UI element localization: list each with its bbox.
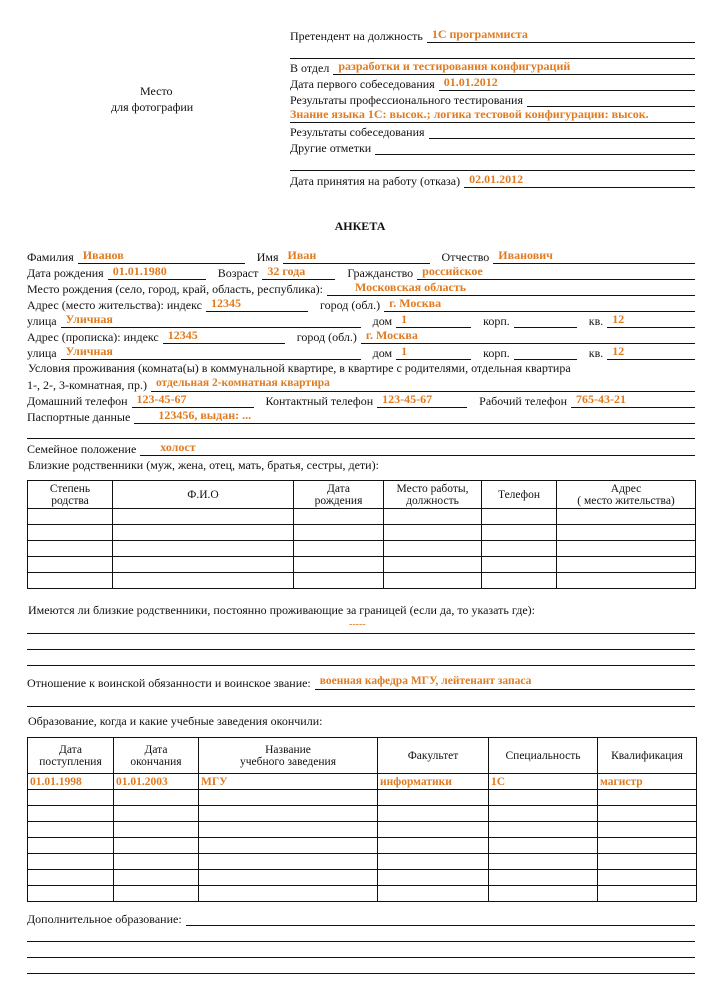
position-row: [290, 27, 695, 43]
table-cell[interactable]: [598, 806, 697, 822]
column-header-text: Специальность: [505, 749, 581, 762]
column-header-text: поступления: [39, 755, 102, 768]
column-header-text: Название: [265, 743, 311, 756]
table-cell[interactable]: [378, 870, 489, 886]
table-cell[interactable]: [114, 886, 199, 902]
table-cell[interactable]: [482, 541, 557, 557]
prof-test-row: [290, 91, 695, 107]
table-cell[interactable]: [113, 525, 294, 541]
additional-education-line[interactable]: [27, 941, 695, 942]
other-notes-row: [290, 139, 695, 155]
table-cell[interactable]: [489, 886, 598, 902]
table-cell[interactable]: [489, 822, 598, 838]
column-header-text: Факультет: [407, 749, 459, 762]
birth-date-label: Дата рождения: [27, 266, 104, 280]
addr-live-row: [27, 296, 695, 312]
table-cell[interactable]: [598, 870, 697, 886]
table-cell[interactable]: [482, 509, 557, 525]
table-cell[interactable]: [113, 541, 294, 557]
dept-row: [290, 59, 695, 75]
work-phone-label: Рабочий телефон: [479, 394, 568, 408]
korp-label: корп.: [483, 346, 510, 360]
column-header-text: Дата: [59, 743, 82, 756]
city-label: город (обл.): [319, 298, 381, 312]
table-cell[interactable]: [114, 806, 199, 822]
table-cell[interactable]: [598, 854, 697, 870]
column-header: [557, 481, 696, 509]
table-row: [28, 806, 697, 822]
table-cell[interactable]: [114, 870, 199, 886]
abroad-label: Имеются ли близкие родственники, постоянно проживающие за границей (если да, то указать где):: [28, 603, 535, 617]
patronymic-label: Отчество: [441, 250, 490, 264]
column-header-text: Адрес: [610, 482, 642, 495]
birthplace-label: Место рождения (село, город, край, область, республика):: [27, 282, 323, 296]
interview-results-row: [290, 123, 695, 139]
table-cell[interactable]: [28, 886, 114, 902]
column-header: [114, 738, 199, 774]
street-label: улица: [27, 346, 57, 360]
korp-label: корп.: [483, 314, 510, 328]
table-cell[interactable]: [28, 509, 113, 525]
addr-live-city[interactable]: г. Москва: [384, 296, 695, 312]
table-row: [28, 525, 696, 541]
abroad-value[interactable]: -----: [349, 619, 366, 630]
addr-reg-street-row: [27, 344, 695, 360]
table-cell[interactable]: МГУ: [199, 774, 378, 790]
education-table: [27, 737, 697, 902]
position-label: Претендент на должность: [290, 29, 423, 43]
house-label: дом: [372, 346, 393, 360]
marital-label: Семейное положение: [27, 442, 137, 456]
education-label: Образование, когда и какие учебные заведения окончили:: [28, 714, 323, 728]
living-row: [27, 376, 695, 392]
first-interview-row: [290, 75, 695, 91]
table-row: [28, 822, 697, 838]
photo-label-1: Место: [140, 84, 173, 98]
first-interview-label: Дата первого собеседования: [290, 77, 435, 91]
column-header-text: рождения: [314, 494, 363, 507]
table-cell[interactable]: магистр: [598, 774, 697, 790]
table-cell[interactable]: [199, 838, 378, 854]
additional-education-line[interactable]: [27, 957, 695, 958]
blank-line: [290, 170, 695, 171]
additional-education-label: Дополнительное образование:: [27, 912, 182, 926]
column-header-text: Ф.И.О: [187, 488, 219, 501]
table-cell[interactable]: [384, 541, 482, 557]
column-header-text: Дата: [327, 482, 350, 495]
table-cell[interactable]: [489, 870, 598, 886]
passport-row: [27, 408, 695, 424]
other-notes-line[interactable]: [375, 139, 695, 155]
addr-reg-row: [27, 328, 695, 344]
table-cell[interactable]: [557, 509, 696, 525]
table-cell[interactable]: [384, 557, 482, 573]
table-cell[interactable]: [557, 573, 696, 589]
table-cell[interactable]: [598, 790, 697, 806]
marital-value[interactable]: холост: [140, 440, 695, 456]
table-cell[interactable]: [199, 854, 378, 870]
table-cell[interactable]: 01.01.2003: [114, 774, 199, 790]
column-header: [199, 738, 378, 774]
table-row: [28, 854, 697, 870]
table-row: [28, 790, 697, 806]
kv-label: кв.: [588, 314, 604, 328]
column-header: [28, 481, 113, 509]
work-phone-value[interactable]: 765-43-21: [571, 392, 695, 408]
table-cell[interactable]: [482, 525, 557, 541]
home-phone-label: Домашний телефон: [27, 394, 128, 408]
page-title: АНКЕТА: [334, 219, 386, 233]
living-label-2: 1-, 2-, 3-комнатная, пр.): [27, 378, 147, 392]
house-label: дом: [372, 314, 393, 328]
interview-results-label: Результаты собеседования: [290, 125, 425, 139]
table-row: [28, 509, 696, 525]
table-row: [28, 886, 697, 902]
table-cell[interactable]: [384, 573, 482, 589]
table-cell[interactable]: [28, 838, 114, 854]
column-header-text: ( место жительства): [577, 494, 675, 507]
table-row: [28, 870, 697, 886]
column-header: [489, 738, 598, 774]
addr-live-house[interactable]: 1: [396, 312, 471, 328]
prof-test-line[interactable]: [527, 91, 695, 107]
age-value[interactable]: 32 года: [262, 264, 335, 280]
table-cell[interactable]: [199, 806, 378, 822]
table-row: [28, 573, 696, 589]
table-cell[interactable]: [199, 822, 378, 838]
passport-value[interactable]: 123456, выдан: ...: [134, 408, 695, 424]
column-header: [384, 481, 482, 509]
military-value[interactable]: военная кафедра МГУ, лейтенант запаса: [315, 674, 695, 690]
table-cell[interactable]: [28, 573, 113, 589]
dept-label: В отдел: [290, 61, 330, 75]
table-cell[interactable]: [28, 557, 113, 573]
column-header-text: Степень: [49, 482, 91, 495]
addr-live-street[interactable]: Уличная: [61, 312, 361, 328]
military-row: [27, 674, 695, 690]
table-row: [28, 557, 696, 573]
prof-test-label: Результаты профессионального тестирования: [290, 93, 523, 107]
contact-phone-value[interactable]: 123-45-67: [377, 392, 467, 408]
prof-test-value-row: [290, 107, 695, 123]
table-cell[interactable]: [384, 509, 482, 525]
table-cell[interactable]: [28, 541, 113, 557]
name-row: [27, 248, 695, 264]
table-cell[interactable]: [378, 838, 489, 854]
table-cell[interactable]: [378, 790, 489, 806]
position-value[interactable]: 1С программиста: [427, 27, 695, 43]
table-row: [28, 541, 696, 557]
table-cell[interactable]: [598, 838, 697, 854]
street-label: улица: [27, 314, 57, 328]
table-cell[interactable]: [489, 854, 598, 870]
addr-reg-index[interactable]: 12345: [163, 328, 285, 344]
dept-value[interactable]: разработки и тестирования конфигураций: [333, 59, 695, 75]
prof-test-value[interactable]: Знание языка 1С: высок.; логика тестовой конфигурации: высок.: [290, 107, 695, 123]
addr-reg-kv[interactable]: 12: [607, 344, 695, 360]
surname-value[interactable]: Иванов: [78, 248, 245, 264]
table-cell[interactable]: [28, 806, 114, 822]
table-cell[interactable]: 01.01.1998: [28, 774, 114, 790]
table-cell[interactable]: [28, 854, 114, 870]
passport-label: Паспортные данные: [27, 410, 131, 424]
addr-reg-city[interactable]: г. Москва: [361, 328, 695, 344]
interview-results-line[interactable]: [429, 123, 695, 139]
table-cell[interactable]: [482, 573, 557, 589]
surname-label: Фамилия: [27, 250, 74, 264]
citizenship-value[interactable]: российское: [417, 264, 695, 280]
table-cell[interactable]: [598, 822, 697, 838]
marital-row: [27, 440, 695, 456]
hire-date-label: Дата принятия на работу (отказа): [290, 174, 461, 188]
addr-live-index[interactable]: 12345: [206, 296, 308, 312]
abroad-line: [27, 665, 695, 666]
column-header-text: учебного заведения: [240, 755, 336, 768]
table-cell[interactable]: [384, 525, 482, 541]
kv-label: кв.: [588, 346, 604, 360]
blank-line: [27, 438, 695, 439]
first-interview-value[interactable]: 01.01.2012: [439, 75, 695, 91]
table-cell[interactable]: [489, 790, 598, 806]
table-row: [28, 774, 697, 790]
additional-education-line[interactable]: [186, 910, 695, 926]
blank-line: [27, 706, 695, 707]
other-notes-label: Другие отметки: [290, 141, 372, 155]
addr-live-label: Адрес (место жительства): индекс: [27, 298, 202, 312]
city-label: город (обл.): [296, 330, 357, 344]
table-cell[interactable]: информатики: [378, 774, 489, 790]
table-cell[interactable]: [199, 790, 378, 806]
table-cell[interactable]: [557, 557, 696, 573]
table-cell[interactable]: [482, 557, 557, 573]
hire-date-row: [290, 172, 695, 188]
column-header-text: Дата: [144, 743, 168, 756]
column-header-text: Место работы,: [396, 482, 469, 495]
table-cell[interactable]: [294, 509, 384, 525]
citizenship-label: Гражданство: [347, 266, 414, 280]
addr-reg-house[interactable]: 1: [396, 344, 471, 360]
table-cell[interactable]: [113, 573, 294, 589]
table-cell[interactable]: [294, 541, 384, 557]
age-label: Возраст: [217, 266, 259, 280]
table-cell[interactable]: [378, 806, 489, 822]
table-cell[interactable]: [113, 509, 294, 525]
table-cell[interactable]: [557, 525, 696, 541]
additional-education-line[interactable]: [27, 973, 695, 974]
table-cell[interactable]: [28, 525, 113, 541]
column-header: [598, 738, 697, 774]
column-header-text: должность: [406, 494, 459, 507]
column-header-text: окончания: [130, 755, 182, 768]
name-value[interactable]: Иван: [283, 248, 430, 264]
table-cell[interactable]: [114, 838, 199, 854]
birthplace-row: [27, 280, 695, 296]
additional-education-row: [27, 910, 695, 926]
table-cell[interactable]: [28, 822, 114, 838]
table-cell[interactable]: [28, 870, 114, 886]
photo-label-2: для фотографии: [111, 100, 194, 114]
table-cell[interactable]: [294, 573, 384, 589]
living-label: Условия проживания (комната(ы) в коммунальной квартире, в квартире с родителями, отдельная квартира: [28, 361, 571, 375]
table-cell[interactable]: [378, 822, 489, 838]
birth-row: [27, 264, 695, 280]
column-header: [113, 481, 294, 509]
table-cell[interactable]: [113, 557, 294, 573]
column-header-text: Квалификация: [611, 749, 683, 762]
table-cell[interactable]: [199, 870, 378, 886]
birthplace-value[interactable]: Московская область: [327, 280, 695, 296]
table-cell[interactable]: [294, 525, 384, 541]
living-value[interactable]: отдельная 2-комнатная квартира: [151, 376, 695, 392]
column-header: [482, 481, 557, 509]
column-header: [378, 738, 489, 774]
home-phone-value[interactable]: 123-45-67: [132, 392, 254, 408]
name-label: Имя: [256, 250, 279, 264]
table-cell[interactable]: 1С: [489, 774, 598, 790]
addr-reg-label: Адрес (прописка): индекс: [27, 330, 159, 344]
table-cell[interactable]: [114, 854, 199, 870]
table-cell[interactable]: [294, 557, 384, 573]
table-cell[interactable]: [378, 854, 489, 870]
column-header: [28, 738, 114, 774]
birth-date-value[interactable]: 01.01.1980: [108, 264, 206, 280]
table-cell[interactable]: [489, 806, 598, 822]
patronymic-value[interactable]: Иванович: [493, 248, 695, 264]
table-cell[interactable]: [199, 886, 378, 902]
addr-live-kv[interactable]: 12: [607, 312, 695, 328]
column-header-text: Телефон: [497, 488, 541, 501]
korp-line[interactable]: [514, 312, 577, 328]
relatives-table: [27, 480, 696, 589]
column-header: [294, 481, 384, 509]
table-cell[interactable]: [114, 790, 199, 806]
table-cell[interactable]: [598, 886, 697, 902]
hire-date-value[interactable]: 02.01.2012: [464, 172, 695, 188]
table-cell[interactable]: [557, 541, 696, 557]
phones-row: [27, 392, 695, 408]
table-cell[interactable]: [28, 790, 114, 806]
table-cell[interactable]: [114, 822, 199, 838]
abroad-line: [27, 633, 695, 634]
table-cell[interactable]: [378, 886, 489, 902]
addr-reg-street[interactable]: Уличная: [61, 344, 361, 360]
table-row: [28, 838, 697, 854]
abroad-line: [27, 649, 695, 650]
column-header-text: родства: [51, 494, 89, 507]
contact-phone-label: Контактный телефон: [265, 394, 374, 408]
relatives-label: Близкие родственники (муж, жена, отец, мать, братья, сестры, дети):: [28, 458, 379, 472]
military-label: Отношение к воинской обязанности и воинское звание:: [27, 676, 311, 690]
table-cell[interactable]: [489, 838, 598, 854]
korp-line[interactable]: [514, 344, 577, 360]
addr-live-street-row: [27, 312, 695, 328]
